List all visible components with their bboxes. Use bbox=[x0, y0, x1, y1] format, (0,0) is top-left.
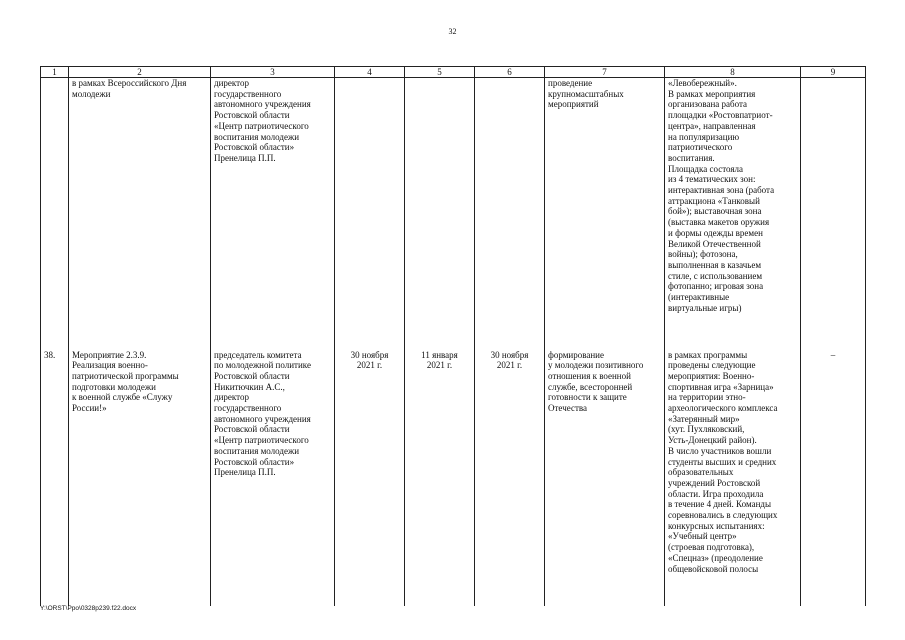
cell-expected-result: формирование у молодежи позитивного отношения к военной службе, всесторонней готовности к защите Отечества bbox=[545, 350, 665, 606]
cell-note: – bbox=[801, 350, 866, 606]
cell-expected-result: проведение крупномасштабных мероприятий bbox=[545, 78, 665, 350]
column-number-6: 6 bbox=[475, 67, 545, 78]
cell-number: 38. bbox=[41, 350, 69, 606]
column-number-7: 7 bbox=[545, 67, 665, 78]
column-number-3: 3 bbox=[211, 67, 335, 78]
column-number-4: 4 bbox=[335, 67, 405, 78]
cell-end-date bbox=[475, 78, 545, 350]
cell-end-date: 30 ноября 2021 г. bbox=[475, 350, 545, 606]
page-number: 32 bbox=[448, 27, 457, 36]
column-number-1: 1 bbox=[41, 67, 69, 78]
cell-event-name: в рамках Всероссийского Дня молодежи bbox=[69, 78, 211, 350]
column-number-9: 9 bbox=[801, 67, 866, 78]
column-number-8: 8 bbox=[665, 67, 801, 78]
cell-number bbox=[41, 78, 69, 350]
cell-planned-date: 30 ноября 2021 г. bbox=[335, 350, 405, 606]
column-number-header-row bbox=[41, 67, 866, 78]
cell-note bbox=[801, 78, 866, 350]
table-row-38 bbox=[41, 350, 866, 606]
column-number-5: 5 bbox=[405, 67, 475, 78]
column-number-2: 2 bbox=[69, 67, 211, 78]
cell-responsible: директор государственного автономного учреждения Ростовской области «Центр патриотического воспитания молодежи Ростовской области» Пренелица П.П. bbox=[211, 78, 335, 350]
cell-responsible: председатель комитета по молодежной политике Ростовской области Никитючкин А.С., директор государственного автономного учреждения Ростовской области «Центр патриотического воспитания молодежи Ростовской области» Пренелица П.П. bbox=[211, 350, 335, 606]
cell-start-date: 11 января 2021 г. bbox=[405, 350, 475, 606]
report-table bbox=[40, 66, 866, 606]
table-row-continued bbox=[41, 78, 866, 350]
cell-event-name: Мероприятие 2.3.9. Реализация военно- патриотической программы подготовки молодежи к военной службе «Служу России!» bbox=[69, 350, 211, 606]
cell-actual-result: «Левобережный». В рамках мероприятия организована работа площадки «Ростовпатриот- центра», направленная на популяризацию патриотического воспитания. Площадка состояла из 4 тематических зон: интерактивная зона (работа аттракциона «Танковый бой»); выставочная зона (выставка макетов оружия и формы одежды времен Великой Отечественной войны); фотозона, выполненная в казачьем стиле, с использованием фотопанно; игровая зона (интерактивные виртуальные игры) bbox=[665, 78, 801, 350]
cell-actual-result: в рамках программы проведены следующие мероприятия: Военно- спортивная игра «Зарница» на территории этно- археологического комплекса «Затерянный мир» (хут. Пухляковский, Усть-Донецкий район). В число участников вошли студенты высших и средних образовательных учреждений Ростовской области. Игра проходила в течение 4 дней. Команды соревновались в следующих конкурсных испытаниях: «Учебный центр» (строевая подготовка), «Спецназ» (преодоление общевойсковой полосы bbox=[665, 350, 801, 606]
file-path-footer: Y:\ORST\Ppo\0328p239.f22.docx bbox=[40, 605, 137, 612]
cell-planned-date bbox=[335, 78, 405, 350]
cell-start-date bbox=[405, 78, 475, 350]
